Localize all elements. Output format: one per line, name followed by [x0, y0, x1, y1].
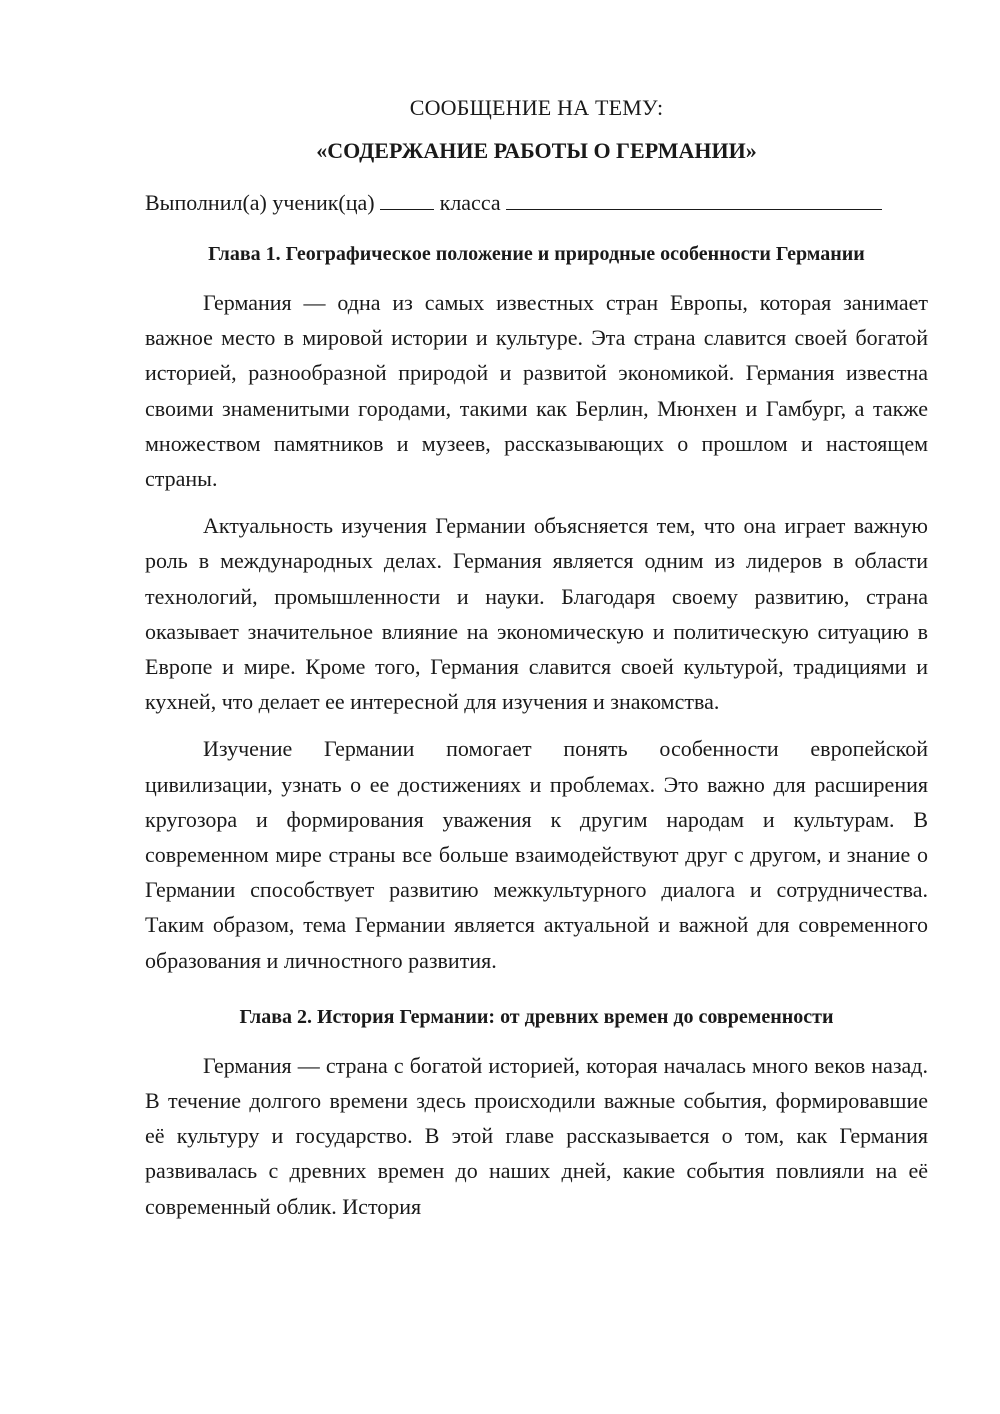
chapter1-paragraph: Актуальность изучения Германии объясняется тем, что она играет важную роль в международных делах. Германия является одним из лидеров в области технологий, промышленности и науки. Благодаря своему развитию, страна оказывает значительное влияние на экономическую и политическую ситуацию в Европе и мире. Кроме того, Германия славится своей культурой, традициями и кухней, что делает ее интересной для изучения и знакомства. [145, 513, 928, 715]
name-blank-field [506, 187, 882, 210]
chapter1-paragraph: Германия — одна из самых известных стран Европы, которая занимает важное место в мировой истории и культуре. Эта страна славится своей богатой историей, разнообразной природой и развитой экономикой. Германия известна своими знаменитыми городами, такими как Берлин, Мюнхен и Гамбург, а также множеством памятников и музеев, рассказывающих о прошлом и настоящем страны. [145, 290, 928, 492]
author-line [145, 187, 928, 219]
chapter2-heading: Глава 2. История Германии: от древних времен до современности [239, 1005, 834, 1028]
document-title-line2: «СОДЕРЖАНИЕ РАБОТЫ О ГЕРМАНИИ» [316, 138, 757, 163]
document-title-line1: СООБЩЕНИЕ НА ТЕМУ: [409, 95, 664, 120]
chapter1-paragraph: Изучение Германии помогает понять особенности европейской цивилизации, узнать о ее достижениях и проблемах. Это важно для расширения кругозора и формирования уважения к другим народам и культурам. В современном мире страны все больше взаимодействуют друг с другом, и знание о Германии способствует развитию межкультурного диалога и сотрудничества. Таким образом, тема Германии является актуальной и важной для современного образования и личностного развития. [145, 736, 928, 973]
author-prefix: Выполнил(а) ученик(ца) [145, 190, 375, 215]
chapter1-heading: Глава 1. Географическое положение и природные особенности Германии [208, 243, 865, 265]
class-label: класса [439, 190, 501, 215]
document-page [145, 92, 928, 1224]
grade-blank-field [380, 187, 434, 210]
chapter2-paragraph: Германия — страна с богатой историей, которая началась много веков назад. В течение долгого времени здесь происходили важные события, формировавшие её культуру и государство. В этой главе рассказывается о том, как Германия развивалась с древних времен до наших дней, какие события повлияли на её современный облик. История [145, 1052, 928, 1219]
